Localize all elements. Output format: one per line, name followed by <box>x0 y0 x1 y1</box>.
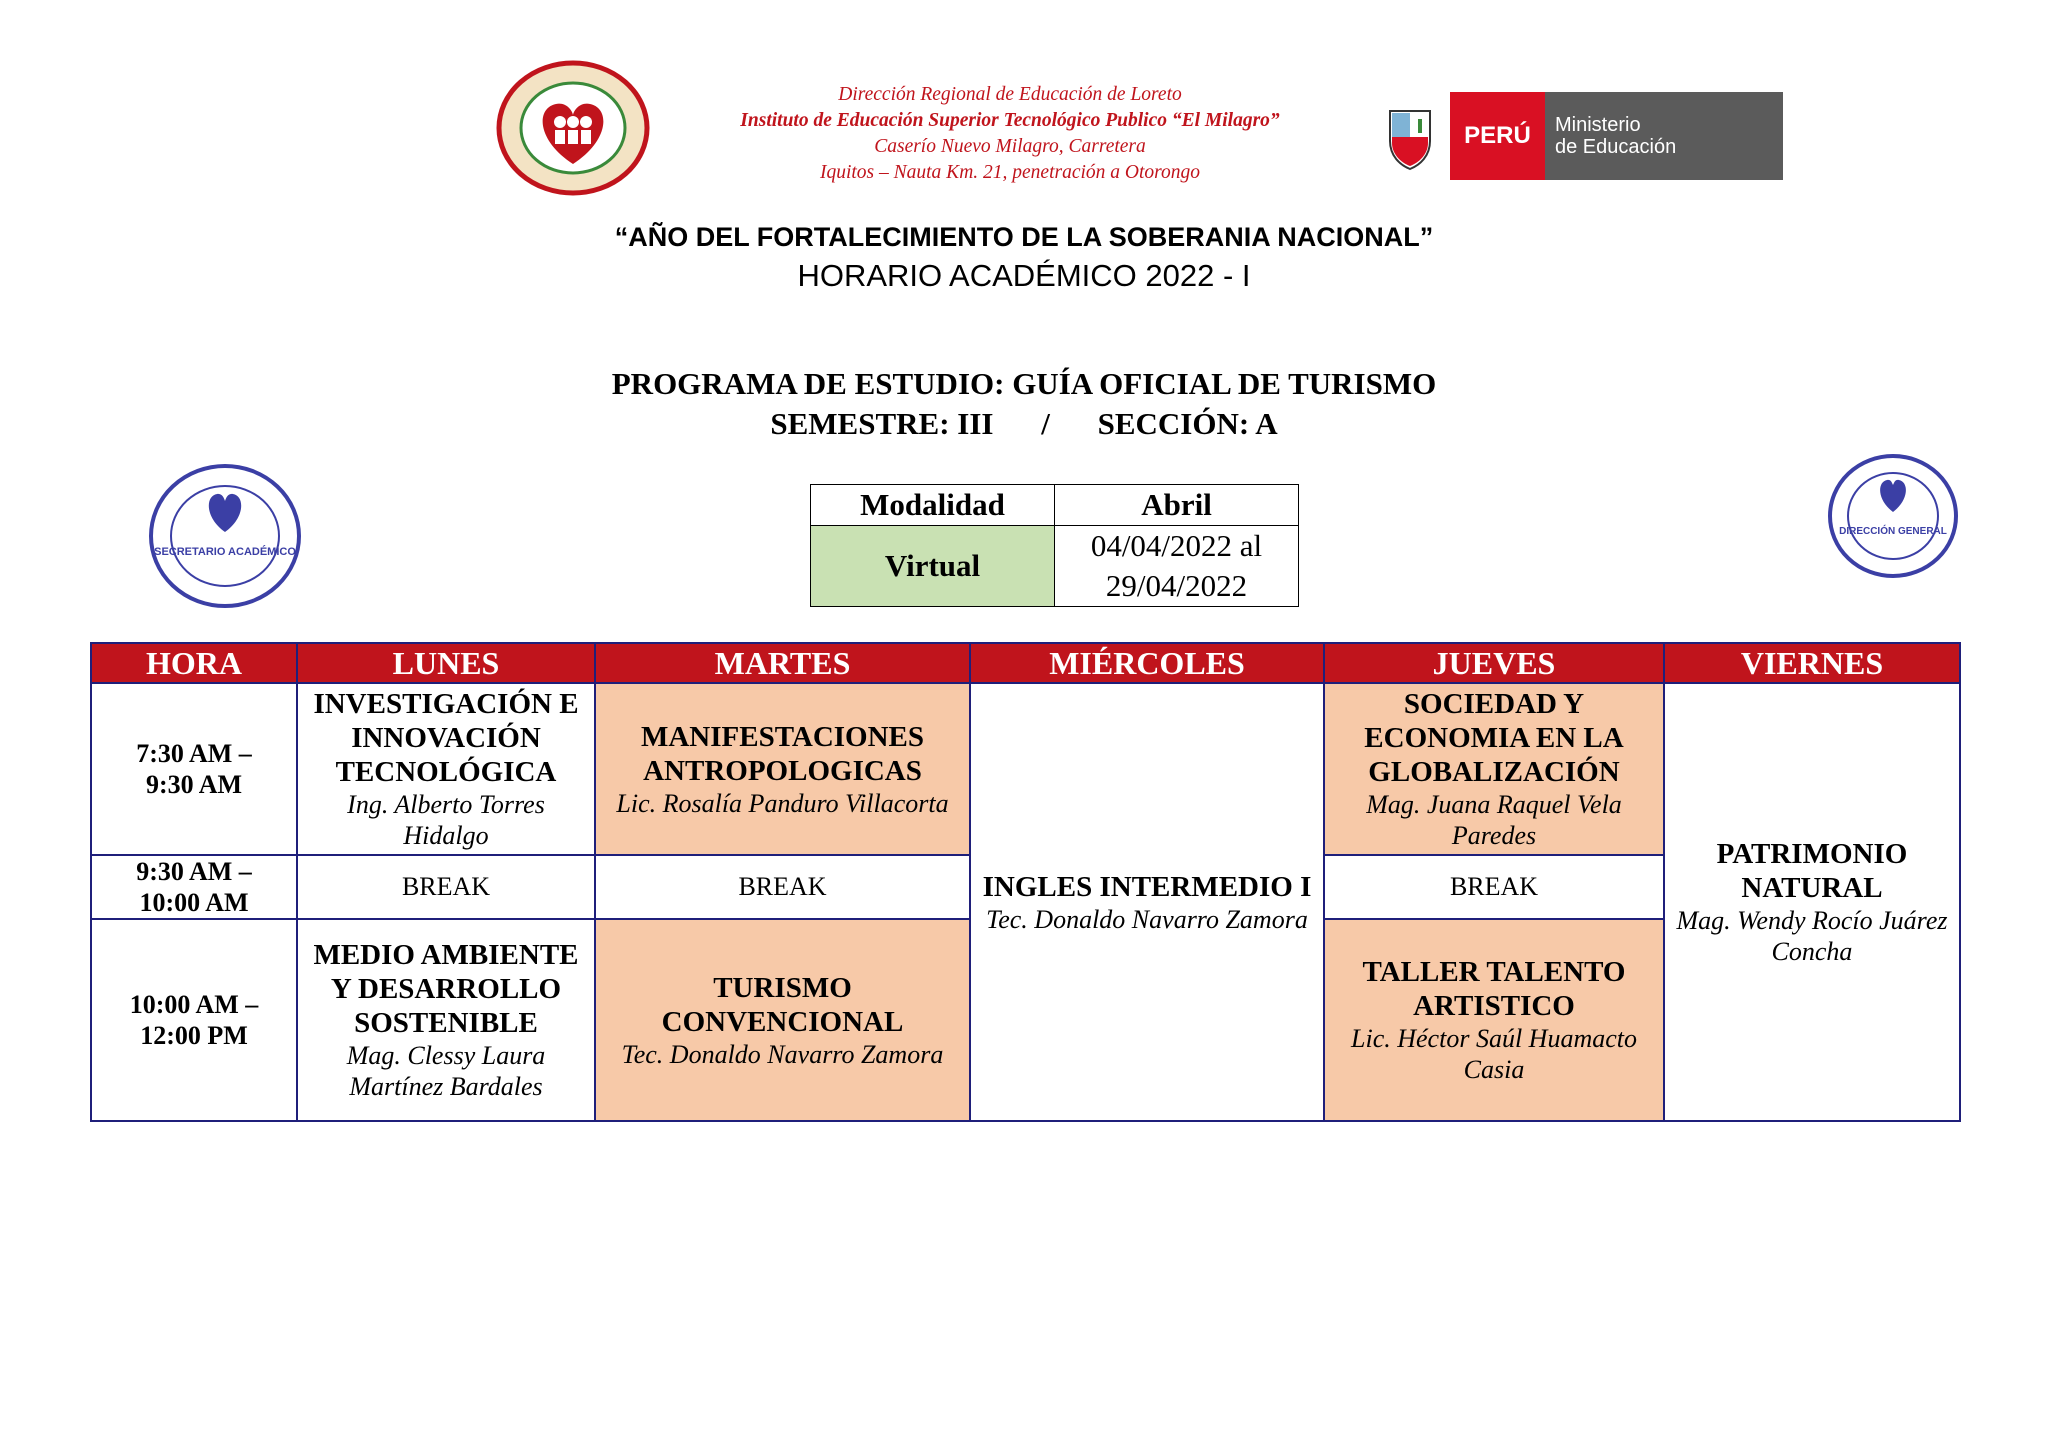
month-header: Abril <box>1055 485 1299 526</box>
class-cell-lunes-3 <box>297 919 595 1121</box>
institution-line: Caserío Nuevo Milagro, Carretera <box>874 136 1146 157</box>
peru-label: PERÚ <box>1450 92 1545 180</box>
modality-value: Virtual <box>811 526 1055 607</box>
schedule-title: HORARIO ACADÉMICO 2022 - I <box>797 258 1251 293</box>
institute-logo <box>496 60 651 196</box>
break-cell-lunes: BREAK <box>297 855 595 919</box>
schedule-table <box>90 642 1961 1122</box>
stamp-text: SECRETARIO ACADÉMICO <box>154 546 296 558</box>
header-jueves: JUEVES <box>1324 643 1664 683</box>
header-lunes: LUNES <box>297 643 595 683</box>
time-end: 10:00 AM <box>139 888 249 917</box>
teacher-name: Ing. Alberto Torres Hidalgo <box>347 790 545 850</box>
peru-coat-of-arms-icon <box>1370 92 1450 180</box>
course-name: TALLER TALENTO ARTISTICO <box>1362 956 1626 1022</box>
course-name: SOCIEDAD Y ECONOMIA EN LA GLOBALIZACIÓN <box>1364 688 1624 788</box>
institution-header <box>660 82 1360 186</box>
teacher-name: Lic. Rosalía Panduro Villacorta <box>616 788 949 818</box>
time-end: 12:00 PM <box>140 1021 248 1050</box>
time-start: 10:00 AM – <box>129 990 259 1019</box>
class-cell-lunes-1 <box>297 683 595 855</box>
teacher-name: Lic. Héctor Saúl Huamacto Casia <box>1351 1024 1637 1084</box>
date-end: 29/04/2022 <box>1105 568 1248 603</box>
class-cell-miercoles <box>970 683 1324 1121</box>
semester-section-line <box>0 404 2048 444</box>
minedu-logo <box>1370 92 1783 180</box>
break-cell-martes: BREAK <box>595 855 970 919</box>
institution-line: Instituto de Educación Superior Tecnológico Publico “El Milagro” <box>740 110 1280 131</box>
teacher-name: Tec. Donaldo Navarro Zamora <box>986 904 1308 934</box>
class-cell-jueves-1 <box>1324 683 1664 855</box>
program-info <box>0 364 2048 444</box>
modality-table <box>810 484 1299 607</box>
header-hora: HORA <box>91 643 297 683</box>
course-name: TURISMO CONVENCIONAL <box>661 971 904 1038</box>
stamp-text: DIRECCIÓN GENERAL <box>1839 526 1947 537</box>
course-name: MANIFESTACIONES ANTROPOLOGICAS <box>640 720 925 787</box>
institution-line: Dirección Regional de Educación de Loreto <box>838 84 1182 105</box>
class-cell-viernes <box>1664 683 1960 1121</box>
header-martes: MARTES <box>595 643 970 683</box>
time-slot-3 <box>91 919 297 1121</box>
class-cell-martes-3 <box>595 919 970 1121</box>
break-cell-jueves: BREAK <box>1324 855 1664 919</box>
time-start: 9:30 AM – <box>136 857 252 886</box>
course-name: PATRIMONIO NATURAL <box>1716 838 1908 904</box>
ministry-line: de Educación <box>1555 136 1677 158</box>
class-cell-jueves-3 <box>1324 919 1664 1121</box>
teacher-name: Mag. Wendy Rocío Juárez Concha <box>1676 906 1948 966</box>
direction-stamp <box>1825 450 1961 582</box>
institution-line: Iquitos – Nauta Km. 21, penetración a Otorongo <box>819 162 1201 183</box>
separator: / <box>1041 406 1050 441</box>
year-motto: “AÑO DEL FORTALECIMIENTO DE LA SOBERANIA NACIONAL” <box>614 222 1434 252</box>
teacher-name: Mag. Clessy Laura Martínez Bardales <box>346 1041 546 1101</box>
date-range <box>1055 526 1299 607</box>
time-start: 7:30 AM – <box>136 739 252 768</box>
ministry-label <box>1545 92 1783 180</box>
secretary-stamp <box>145 460 305 612</box>
course-name: MEDIO AMBIENTE Y DESARROLLO SOSTENIBLE <box>313 939 579 1039</box>
header-miercoles: MIÉRCOLES <box>970 643 1324 683</box>
course-name: INGLES INTERMEDIO I <box>982 870 1312 903</box>
section-label: SECCIÓN: A <box>1097 406 1278 441</box>
program-title: PROGRAMA DE ESTUDIO: GUÍA OFICIAL DE TURISMO <box>611 366 1437 401</box>
modality-header: Modalidad <box>811 485 1055 526</box>
time-end: 9:30 AM <box>145 770 243 799</box>
header-viernes: VIERNES <box>1664 643 1960 683</box>
semester-label: SEMESTRE: III <box>770 406 994 441</box>
time-slot-2 <box>91 855 297 919</box>
time-slot-1 <box>91 683 297 855</box>
ministry-line: Ministerio <box>1555 114 1641 136</box>
teacher-name: Tec. Donaldo Navarro Zamora <box>621 1039 944 1069</box>
class-cell-martes-1 <box>595 683 970 855</box>
teacher-name: Mag. Juana Raquel Vela Paredes <box>1366 790 1622 850</box>
course-name: INVESTIGACIÓN E INNOVACIÓN TECNOLÓGICA <box>313 688 579 788</box>
date-start: 04/04/2022 al <box>1090 528 1263 563</box>
